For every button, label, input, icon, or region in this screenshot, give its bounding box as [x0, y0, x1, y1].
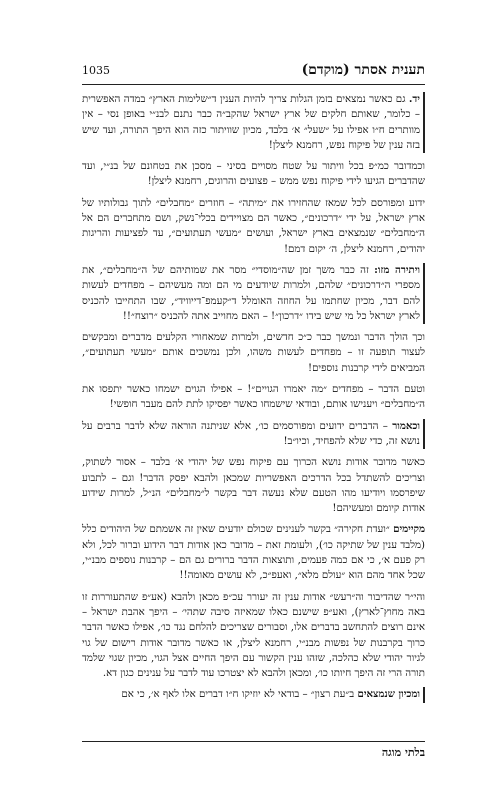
- paragraph: [82, 687, 425, 702]
- paragraph-lead: ומכיון שנמצאים: [357, 688, 420, 701]
- paragraph: [82, 92, 425, 153]
- paragraph-lead: ויתירה מזו:: [374, 263, 420, 276]
- page-title: תענית אסתר (מוקדם): [301, 62, 425, 78]
- paragraph: [82, 330, 425, 376]
- paragraph: [82, 455, 425, 516]
- paragraph-text: וכך הולך הדבר ונמשך כבר כ״כ חדשים, ולמרות שמאחורי הקלעים מדברים ומבקשים לעצור תופעה זו – מפחדים לעשות משהו, ולכן נמשכים אותם ״מעשי תעתועים״, המביאים לידי קרבנות נוספים!: [82, 332, 425, 374]
- paragraph: [82, 590, 425, 682]
- footer-label: בלתי מוגה: [381, 746, 425, 759]
- paragraph-lead: יד.: [408, 93, 420, 105]
- paragraph-text: וכמדובר כמ״פ בכל וויתור על שטח מסויים בסיני – מסכן את בטחונם של בנ״י, ועד שהדברים הגיעו לידי פיקוח נפש ממש – פצועים והרוגים, רחמנא ליצלן!: [82, 161, 425, 188]
- body-text: [82, 92, 425, 709]
- page-footer: [82, 741, 425, 759]
- page-header: [82, 62, 425, 85]
- paragraph-text: ״ועדת חקירה״ בקשר לענינים שכולם יודעים שאין זה אשמתם של היהודים כלל (מלבד ענין של שתיקה כו׳), ולעומת זאת – מדובר כאן אודות דבר הידוע וברור לכל, ולא רק פעם א׳, כי אם כמה פעמים, ותוצאות הדבר ברורים גם הם – קרבנות נוספים מבנ״י, שכל אחד מהם הוא ״עולם מלא״, ואעפ״כ, לא עושים מאומה!!: [82, 524, 425, 582]
- paragraph-text: זה כבר משך זמן שה״מוסדי״ מסר את שמותיהם של ה״מחבלים״, את מספרי ה״דרכונים״ שלהם, ולמרות שיודעים מי הם ומה מעשיהם – מפחדים לעשות להם דבר, מכיון שחתמו על החוזה האומלל ד״קעמפ־דייוויד״, שבו התחייבו להכניס לארץ ישראל כל מי שיש בידו ״דרכון״! – האם מחוייב אתה להכניס ״רוצח״!!: [82, 264, 420, 322]
- paragraph: [82, 263, 425, 324]
- paragraph: [82, 196, 425, 257]
- paragraph-text: והי״ר שהדיבור וה״רעש״ אודות ענין זה יעורר עכ״פ מכאן ולהבא (אע״פ שהתעוררות זו באה מחוץ־לארץ), ואע״פ שישנם כאלו שמאיזה סיבה שתהי׳ – היפך אהבת ישראל – אינם רוצים להתחשב בדברים אלו, וסבורים שצריכים להלחם נגד כו׳, אפילו כאשר הדבר כרוך בקרבנות של נפשות מבנ״י, רחמנא ליצלן, או כאשר מדובר אודות רישום של גוי לגיור יהודי שלא כהלכה, שזהו ענין הקשור עם היפך החיים אצל הגוי, מכיון שגוי שלמד תורה הרי זה היפך חיותו כו׳, ומכאן ולהבא לא יצטרכו עוד לדבר על ענינים כגון דא.: [82, 591, 425, 680]
- paragraph-text: וטעם הדבר – מפחדים ״מה יאמרו הגויים״! – אפילו הגוים ישמחו כאשר יתפסו את ה״מחבלים״ ויענישו אותם, ובודאי שישמחו כאשר יפסיקו לתת להם מעבר חופשי!: [82, 384, 425, 411]
- paragraph: [82, 522, 425, 583]
- paragraph-text: ב״עת רצון״ – בודאי לא יוזיקו ח״ו דברים אלו לאף א׳, כי אם: [121, 689, 355, 701]
- page-number: 1035: [82, 64, 110, 77]
- paragraph-text: כאשר מדובר אודות נושא הכרוך עם פיקוח נפש של יהודי א׳ בלבד – אסור לשתוק, וצריכים להשתדל בכל הדרכים האפשריות שמכאן ולהבא יפסק הדבר! וגם – לתבוע שיפרסמו ויודיעו מהו הטעם שלא נעשה דבר בקשר ל״מחבלים״ הנ״ל, למרות שידוע אודות קיומם ומעשיהם!: [82, 457, 425, 515]
- paragraph-lead: וכאמור: [392, 419, 420, 432]
- paragraph-text: ידוע ומפורסם לכל שמאז שהחזירו את ״מיתה״ – חוזרים ״מחבלים״ לתוך גבולותיו של ארץ ישראל, על ידי ״דרכונים״, כאשר הם מצויידים בכלי־נשק, ושם מתחברים הם אל ה״מחבלים״ שנמצאים בארץ ישראל, ועושים ״מעשי תעתועים״, עד לפציעות והריגות יהודים, רחמנא ליצלן, ה׳ יקום דמם!: [82, 197, 425, 255]
- paragraph-text: גם כאשר נמצאים בזמן הגלות צריך להיות הענין ד״שלימות הארץ״ במדה האפשרית – כלומר, שאותם חלקים של ארץ ישראל שהקב״ה כבר נתנם לבנ״י באופן נסי – אין מוותרים ח״ו אפילו על ״שעל״ א׳ בלבד, מכיון שוויתור כזה הוא היפך התורה, ועד שיש בזה ענין של פיקוח נפש, רחמנא ליצלן!: [82, 94, 420, 151]
- paragraph-text: – הדברים ידועים ומפורסמים כו׳, אלא שניתנה הוראה שלא לדבר ברבים על נושא זה, כדי שלא להפחיד, וכיו״ב!: [82, 420, 420, 447]
- paragraph: [82, 159, 425, 190]
- paragraph-lead: מקיימים: [393, 523, 425, 536]
- paragraph: [82, 419, 425, 450]
- paragraph: [82, 382, 425, 413]
